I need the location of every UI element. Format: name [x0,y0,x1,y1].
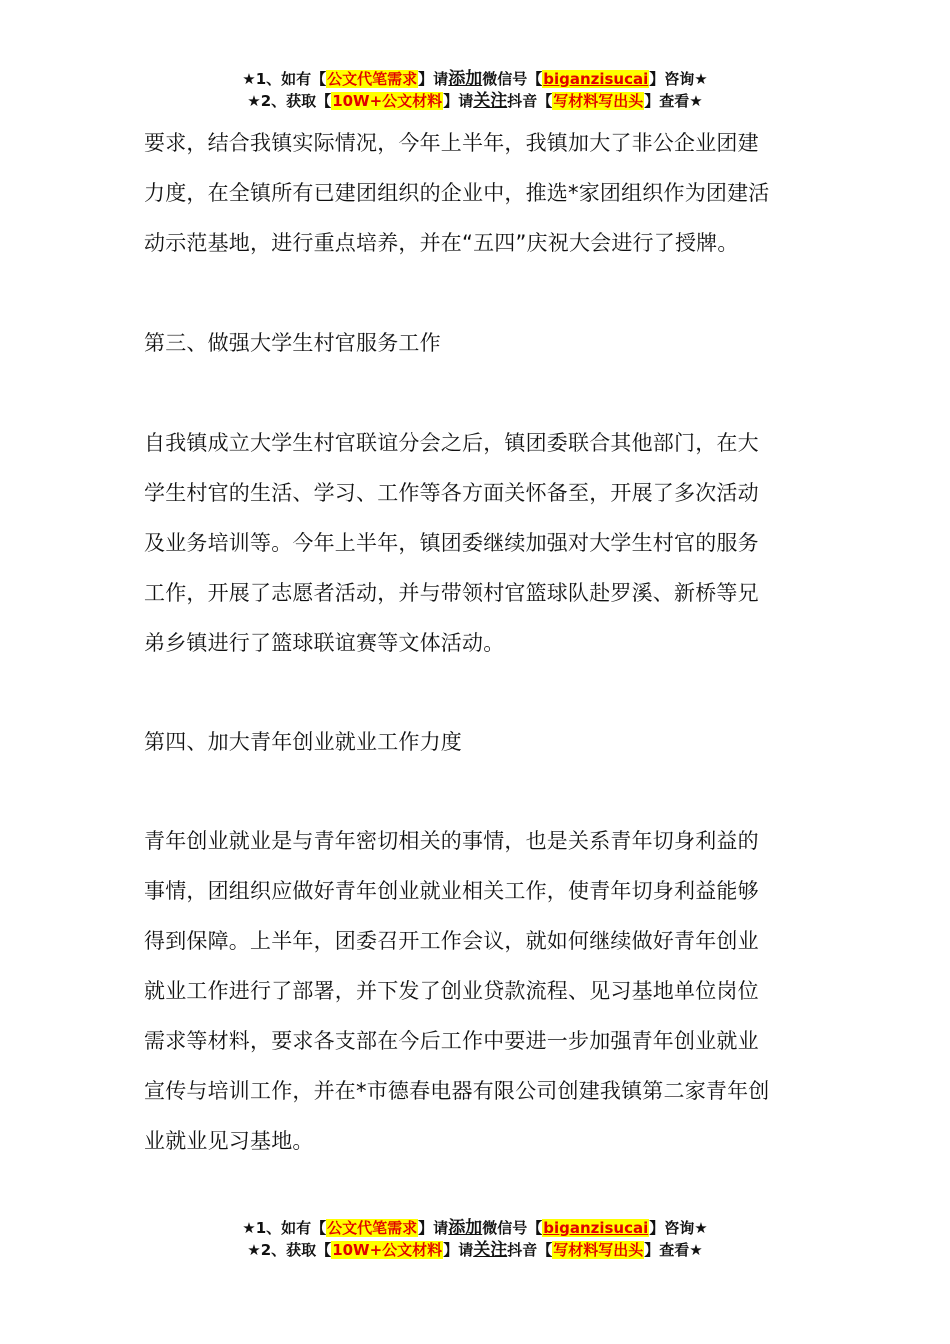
banner-text: 】请 [443,1241,474,1259]
paragraph-entrepreneurship [144,816,810,1166]
text-line: 得到保障。上半年，团委召开工作会议，就如何继续做好青年创业 [144,929,759,953]
header-banner [0,68,950,112]
highlight-materials: 10W+公文材料 [332,1241,443,1259]
wechat-id-link[interactable]: biganzisucai [543,1219,649,1237]
banner-text: 】咨询★ [649,1219,708,1237]
emphasis-add: 添加 [448,69,483,89]
text-line: 自我镇成立大学生村官联谊分会之后，镇团委联合其他部门，在大 [144,431,759,455]
banner-text: 】咨询★ [649,70,708,88]
text-line: 学生村官的生活、学习、工作等各方面关怀备至，开展了多次活动 [144,481,759,505]
text-line: 就业工作进行了部署，并下发了创业贷款流程、见习基地单位岗位 [144,979,759,1003]
banner-text: ★1、如有【 [242,1219,327,1237]
text-line: 弟乡镇进行了篮球联谊赛等文体活动。 [144,631,505,655]
highlight-douyin-account: 写材料写出头 [553,92,644,110]
banner-text: 】查看★ [644,1241,703,1259]
banner-text: 】查看★ [644,92,703,110]
heading-text: 第四、加大青年创业就业工作力度 [144,730,462,754]
highlight-douyin-account: 写材料写出头 [553,1241,644,1259]
emphasis-follow: 关注 [473,91,508,111]
text-line: 需求等材料，要求各支部在今后工作中要进一步加强青年创业就业 [144,1029,759,1053]
banner-text: ★2、获取【 [247,92,332,110]
paragraph-teambuilding [144,118,810,268]
paragraph-village-officials [144,418,810,668]
banner-text: 抖音【 [507,1241,553,1259]
banner-line-1 [0,68,950,90]
emphasis-add: 添加 [448,1218,483,1238]
wechat-id-link[interactable]: biganzisucai [543,70,649,88]
text-line: 力度，在全镇所有已建团组织的企业中，推选*家团组织作为团建活 [144,181,770,205]
highlight-materials: 10W+公文材料 [332,92,443,110]
text-line: 要求，结合我镇实际情况，今年上半年，我镇加大了非公企业团建 [144,131,759,155]
banner-line-2 [0,1239,950,1261]
footer-banner [0,1217,950,1261]
banner-line-2 [0,90,950,112]
banner-text: 抖音【 [507,92,553,110]
emphasis-follow: 关注 [473,1240,508,1260]
banner-line-1 [0,1217,950,1239]
text-line: 宣传与培训工作，并在*市德春电器有限公司创建我镇第二家青年创 [144,1079,770,1103]
banner-text: ★2、获取【 [247,1241,332,1259]
banner-text: ★1、如有【 [242,70,327,88]
banner-text: 】请 [418,70,449,88]
section-heading-4 [144,717,810,767]
text-line: 业就业见习基地。 [144,1129,314,1153]
text-line: 及业务培训等。今年上半年，镇团委继续加强对大学生村官的服务 [144,531,759,555]
highlight-ghostwriting: 公文代笔需求 [327,70,418,88]
banner-text: 】请 [418,1219,449,1237]
banner-text: 微信号【 [482,70,543,88]
text-line: 动示范基地，进行重点培养，并在“五四”庆祝大会进行了授牌。 [144,231,739,255]
highlight-ghostwriting: 公文代笔需求 [327,1219,418,1237]
section-heading-3 [144,318,810,368]
text-line: 青年创业就业是与青年密切相关的事情，也是关系青年切身利益的 [144,829,759,853]
text-line: 事情，团组织应做好青年创业就业相关工作，使青年切身利益能够 [144,879,759,903]
banner-text: 微信号【 [482,1219,543,1237]
banner-text: 】请 [443,92,474,110]
heading-text: 第三、做强大学生村官服务工作 [144,331,441,355]
text-line: 工作，开展了志愿者活动，并与带领村官篮球队赴罗溪、新桥等兄 [144,581,759,605]
